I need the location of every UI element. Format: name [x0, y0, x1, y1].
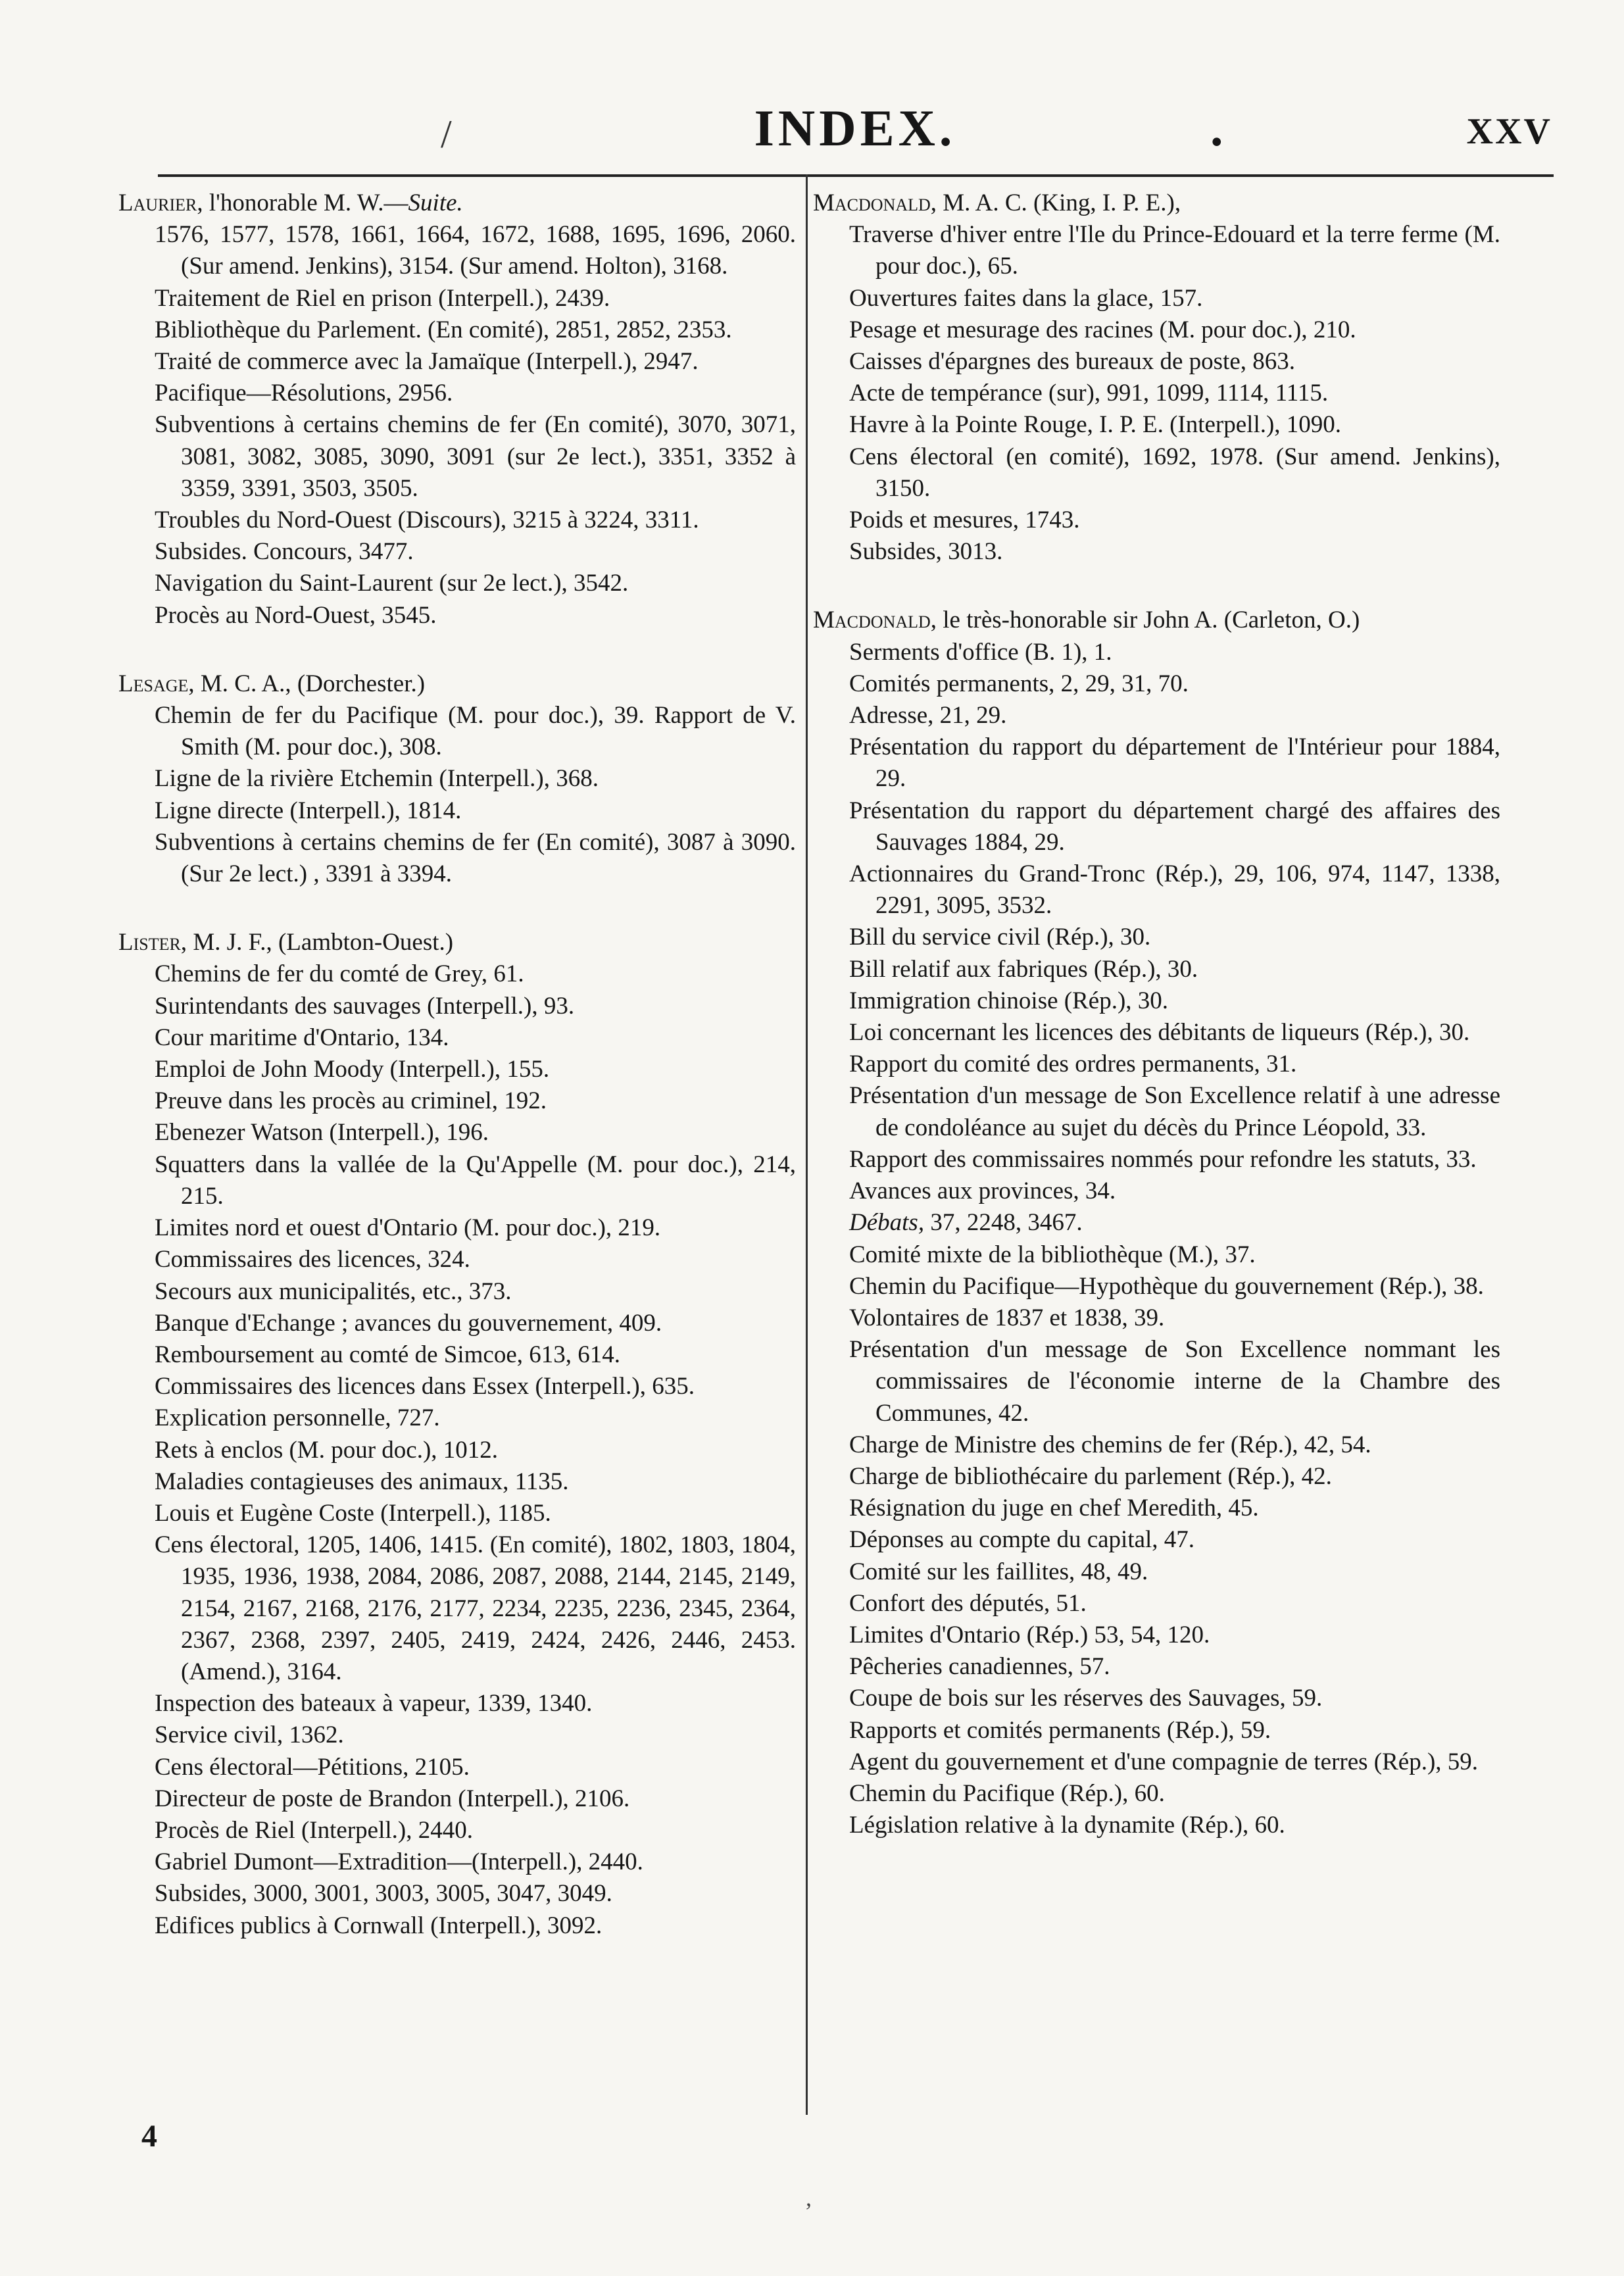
index-subentry: Présentation d'un message de Son Excellence relatif à une adresse de condoléance au sujet du décès du Prince Léopold, 33. [849, 1082, 1500, 1141]
index-subentry: Preuve dans les procès au criminel, 192. [155, 1087, 547, 1115]
entry-heading [118, 668, 796, 700]
index-subentry: Poids et mesures, 1743. [849, 507, 1080, 534]
entry-details: , M. C. A., (Dorchester.) [188, 670, 426, 697]
entry-heading [118, 927, 796, 958]
index-subentry: Subsides, 3013. [849, 538, 1003, 566]
index-entry [813, 187, 1500, 568]
index-subentry: Chemin du Pacifique (Rép.), 60. [849, 1779, 1165, 1807]
column-divider [806, 174, 808, 2115]
index-subentry: Traverse d'hiver entre l'Ile du Prince-Edouard et la terre ferme (M. pour doc.), 65. [849, 221, 1500, 280]
index-subentry: Déponses au compte du capital, 47. [849, 1526, 1195, 1554]
index-subentry: Législation relative à la dynamite (Rép.), 60. [849, 1812, 1285, 1839]
index-subentry: Rapport du comité des ordres permanents, 31. [849, 1051, 1297, 1078]
margin-mark: / [441, 112, 452, 156]
index-subentry: Comité sur les faillites, 48, 49. [849, 1558, 1148, 1585]
index-subentry: Navigation du Saint-Laurent (sur 2e lect.), 3542. [155, 570, 629, 597]
index-subentry: Ebenezer Watson (Interpell.), 196. [155, 1119, 489, 1147]
index-subentry: Limites nord et ouest d'Ontario (M. pour doc.), 219. [155, 1214, 661, 1242]
index-subentry: Ligne directe (Interpell.), 1814. [155, 797, 462, 824]
index-subentry: Explication personnelle, 727. [155, 1404, 440, 1432]
index-subentry: 1576, 1577, 1578, 1661, 1664, 1672, 1688, 1695, 1696, 2060. (Sur amend. Jenkins), 3154. (Sur amend. Holton), 3168. [155, 221, 796, 280]
index-subentry: Squatters dans la vallée de la Qu'Appelle (M. pour doc.), 214, 215. [155, 1150, 796, 1210]
entry-name: Macdonald [813, 606, 931, 634]
index-subentry: Surintendants des sauvages (Interpell.), 93. [155, 992, 575, 1020]
header-dot: . [1210, 99, 1223, 157]
index-subentry: Rets à enclos (M. pour doc.), 1012. [155, 1436, 499, 1464]
entry-name: Macdonald [813, 189, 931, 216]
index-subentry: Rapport des commissaires nommés pour refondre les statuts, 33. [849, 1145, 1477, 1173]
index-subentry: Loi concernant les licences des débitants de liqueurs (Rép.), 30. [849, 1019, 1470, 1047]
index-subentry: Limites d'Ontario (Rép.) 53, 54, 120. [849, 1621, 1210, 1648]
index-subentry: Traitement de Riel en prison (Interpell.), 2439. [155, 284, 610, 312]
index-subentry: Avances aux provinces, 34. [849, 1177, 1116, 1205]
signature-mark: 4 [141, 2119, 157, 2154]
index-subentry: Bill du service civil (Rép.), 30. [849, 924, 1151, 951]
index-subentry: Procès au Nord-Ouest, 3545. [155, 601, 437, 629]
entry-details: , M. A. C. (King, I. P. E.), [930, 189, 1181, 216]
entry-details: , M. J. F., (Lambton-Ouest.) [180, 929, 454, 956]
index-subentry: Pêcheries canadiennes, 57. [849, 1653, 1110, 1681]
index-subentry: Directeur de poste de Brandon (Interpell.), 2106. [155, 1785, 630, 1812]
stray-mark: , [806, 2185, 812, 2211]
entry-heading [813, 605, 1500, 636]
index-subentry: Confort des députés, 51. [849, 1589, 1087, 1617]
index-subentry: Charge de bibliothécaire du parlement (Rép.), 42. [849, 1462, 1332, 1490]
index-subentry: Acte de tempérance (sur), 991, 1099, 1114, 1115. [849, 380, 1329, 407]
index-subentry: Service civil, 1362. [155, 1721, 344, 1749]
entry-suffix: Suite. [408, 189, 463, 216]
index-subentry: Inspection des bateaux à vapeur, 1339, 1340. [155, 1690, 593, 1718]
index-subentry: Cens électoral (en comité), 1692, 1978. (Sur amend. Jenkins), 3150. [849, 443, 1500, 502]
index-subentry: Agent du gouvernement et d'une compagnie de terres (Rép.), 59. [849, 1748, 1479, 1775]
page-header [158, 99, 1552, 171]
index-subentry: Bibliothèque du Parlement. (En comité), 2851, 2852, 2353. [155, 316, 732, 343]
index-subentry: Maladies contagieuses des animaux, 1135. [155, 1468, 569, 1495]
index-entry [118, 187, 796, 631]
index-subentry: Cour maritime d'Ontario, 134. [155, 1024, 449, 1051]
entry-details: , l'honorable M. W.— [197, 189, 408, 216]
index-subentry: Subventions à certains chemins de fer (En comité), 3087 à 3090. (Sur 2e lect.) , 3391 à 3394. [155, 828, 796, 888]
index-subentry: Chemin de fer du Pacifique (M. pour doc.), 39. Rapport de V. Smith (M. pour doc.), 308. [155, 702, 796, 761]
index-subentry: Comité mixte de la bibliothèque (M.), 37. [849, 1241, 1256, 1268]
right-column [813, 187, 1500, 1841]
index-subentry: Caisses d'épargnes des bureaux de poste, 863. [849, 348, 1295, 376]
index-subentry: Serments d'office (B. 1), 1. [849, 638, 1112, 666]
index-subentry: Comités permanents, 2, 29, 31, 70. [849, 670, 1189, 697]
page-number: XXV [1466, 111, 1552, 152]
index-subentry: Coupe de bois sur les réserves des Sauvages, 59. [849, 1685, 1323, 1712]
index-subentry: Volontaires de 1837 et 1838, 39. [849, 1304, 1165, 1331]
index-subentry: Rapports et comités permanents (Rép.), 59. [849, 1716, 1271, 1744]
index-subentry: Ouvertures faites dans la glace, 157. [849, 284, 1203, 312]
index-subentry: Troubles du Nord-Ouest (Discours), 3215 à 3224, 3311. [155, 507, 699, 534]
index-subentry: Bill relatif aux fabriques (Rép.), 30. [849, 955, 1198, 983]
index-subentry: Banque d'Echange ; avances du gouvernement, 409. [155, 1309, 662, 1337]
index-entry [118, 668, 796, 890]
index-subentry: Présentation d'un message de Son Excellence nommant les commissaires de l'économie interne de la Chambre des Communes, 42. [849, 1336, 1500, 1427]
index-subentry: Subventions à certains chemins de fer (En comité), 3070, 3071, 3081, 3082, 3085, 3090, 3091 (sur 2e lect.), 3351, 3352 à 3359, 3391, 3503, 3505. [155, 411, 796, 502]
index-subentry: Chemin du Pacifique—Hypothèque du gouvernement (Rép.), 38. [849, 1272, 1484, 1300]
index-subentry: Actionnaires du Grand-Tronc (Rép.), 29, 106, 974, 1147, 1338, 2291, 3095, 3532. [849, 860, 1500, 920]
index-subentry: Commissaires des licences dans Essex (Interpell.), 635. [155, 1373, 695, 1400]
entry-details: , le très-honorable sir John A. (Carleton, O.) [930, 606, 1360, 634]
index-subentry: Subsides. Concours, 3477. [155, 538, 414, 566]
index-subentry [813, 1207, 1500, 1239]
index-subentry: Emploi de John Moody (Interpell.), 155. [155, 1056, 550, 1083]
index-subentry: Présentation du rapport du département chargé des affaires des Sauvages 1884, 29. [849, 797, 1500, 856]
index-subentry: Edifices publics à Cornwall (Interpell.), 3092. [155, 1912, 603, 1939]
index-subentry: Remboursement au comté de Simcoe, 613, 614. [155, 1341, 620, 1368]
entry-name: Lesage [118, 670, 189, 697]
entry-name: Lister [118, 929, 181, 956]
index-subentry: Immigration chinoise (Rép.), 30. [849, 987, 1169, 1014]
index-subentry: Adresse, 21, 29. [849, 702, 1007, 730]
index-subentry: Secours aux municipalités, etc., 373. [155, 1277, 512, 1305]
index-entry [118, 927, 796, 1942]
index-entry [813, 605, 1500, 1841]
subentry-text: 37, 2248, 3467. [924, 1209, 1083, 1237]
index-subentry: Pesage et mesurage des racines (M. pour doc.), 210. [849, 316, 1356, 343]
index-subentry: Cens électoral—Pétitions, 2105. [155, 1753, 470, 1781]
index-subentry: Ligne de la rivière Etchemin (Interpell.), 368. [155, 765, 599, 793]
subentry-italic: Débats, [849, 1209, 925, 1237]
index-subentry: Havre à la Pointe Rouge, I. P. E. (Interpell.), 1090. [849, 411, 1342, 439]
index-subentry: Pacifique—Résolutions, 2956. [155, 380, 453, 407]
header-rule [158, 174, 1554, 177]
left-column [118, 187, 796, 1942]
index-subentry: Chemins de fer du comté de Grey, 61. [155, 960, 524, 988]
entry-heading [813, 187, 1500, 219]
index-subentry: Gabriel Dumont—Extradition—(Interpell.), 2440. [155, 1848, 643, 1876]
page-title: INDEX. [754, 99, 956, 157]
index-subentry: Commissaires des licences, 324. [155, 1246, 470, 1274]
index-subentry: Cens électoral, 1205, 1406, 1415. (En comité), 1802, 1803, 1804, 1935, 1936, 1938, 2084, 2086, 2087, 2088, 2144, 2145, 2149, 2154, 2167, 2168, 2176, 2177, 2234, 2235, 2236, 2345, 2364, 2367, 2368, 2397, 2405, 2419, 2424, 2426, 2446, 2453. (Amend.), 3164. [155, 1531, 796, 1685]
index-subentry: Subsides, 3000, 3001, 3003, 3005, 3047, 3049. [155, 1880, 612, 1908]
index-subentry: Présentation du rapport du département de l'Intérieur pour 1884, 29. [849, 733, 1500, 793]
entry-heading [118, 187, 796, 219]
index-subentry: Procès de Riel (Interpell.), 2440. [155, 1816, 473, 1844]
index-subentry: Traité de commerce avec la Jamaïque (Interpell.), 2947. [155, 348, 699, 376]
index-subentry: Louis et Eugène Coste (Interpell.), 1185. [155, 1499, 551, 1527]
index-subentry: Charge de Ministre des chemins de fer (Rép.), 42, 54. [849, 1431, 1371, 1458]
entry-name: Laurier [118, 189, 197, 216]
index-subentry: Résignation du juge en chef Meredith, 45. [849, 1495, 1259, 1522]
